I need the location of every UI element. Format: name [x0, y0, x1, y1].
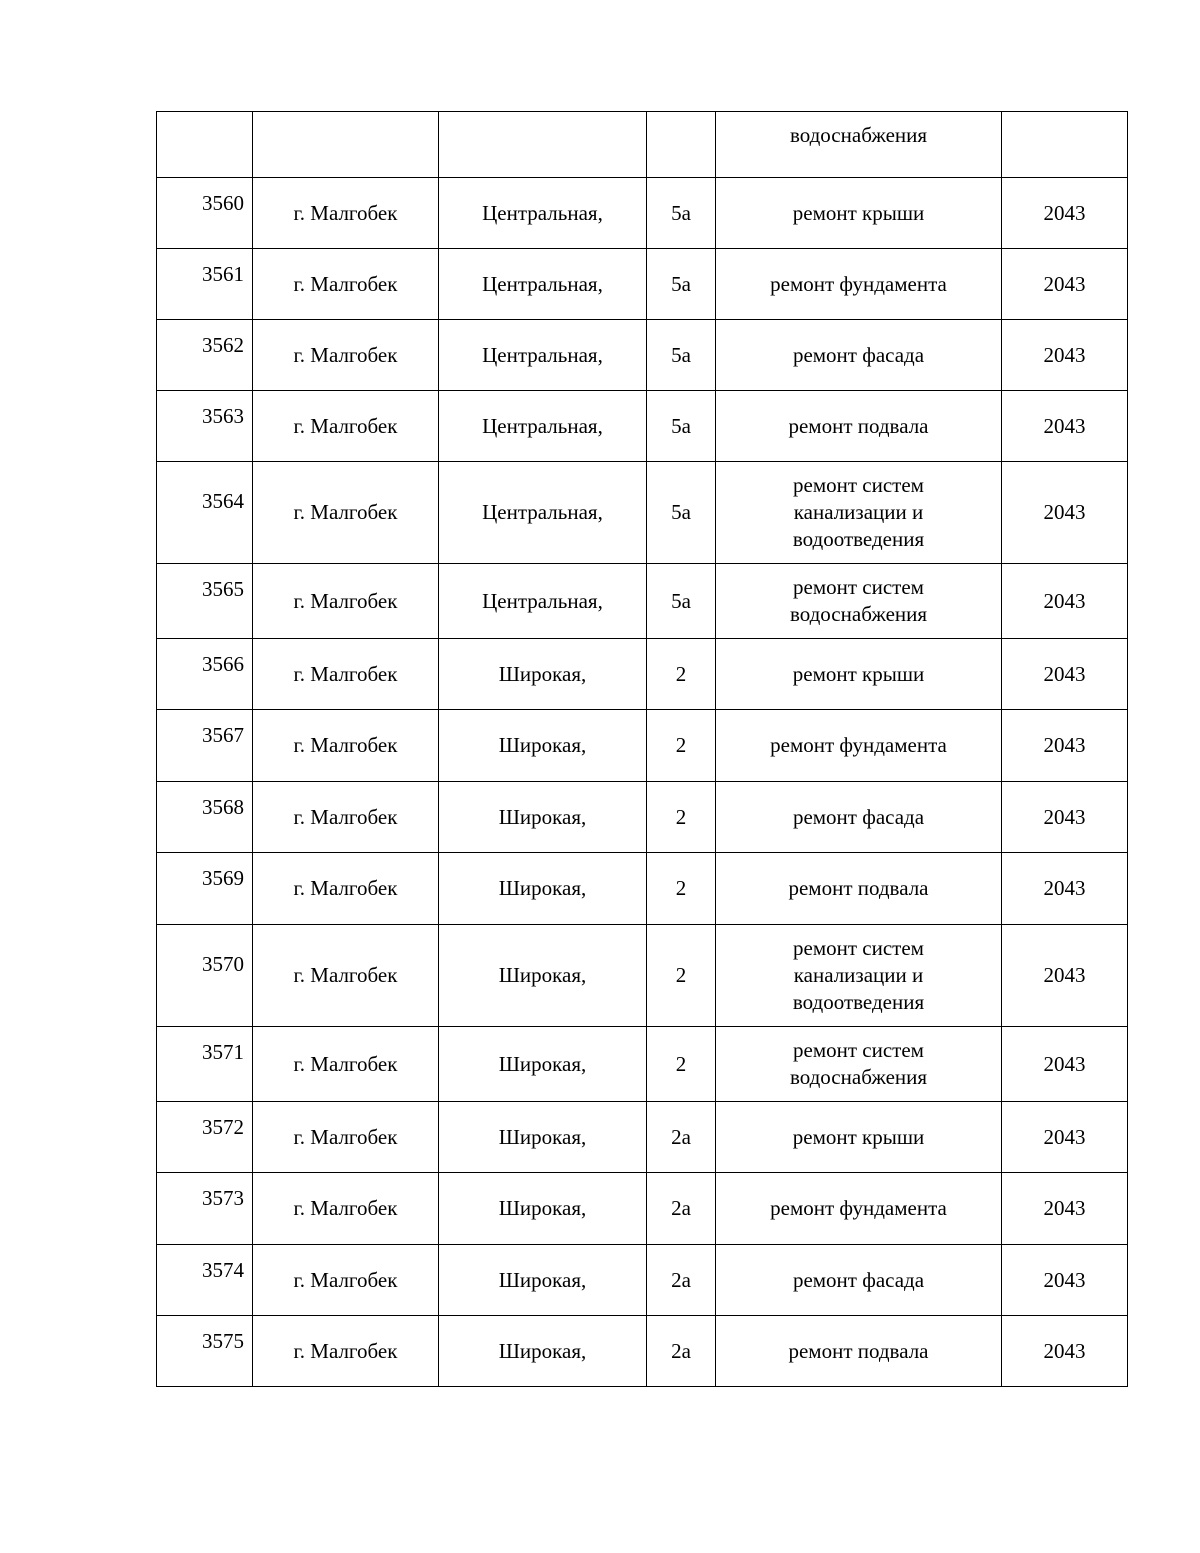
- house-cell: 2: [647, 710, 716, 782]
- year-cell: 2043: [1002, 320, 1128, 391]
- row-number: 3563: [157, 391, 253, 462]
- table-row: [157, 178, 1128, 249]
- street-cell: Широкая,: [439, 925, 647, 1027]
- city-cell: г. Малгобек: [253, 639, 439, 710]
- city-cell: г. Малгобек: [253, 925, 439, 1027]
- work-type-cell: ремонт систем канализации и водоотведения: [716, 462, 1002, 564]
- row-number: 3566: [157, 639, 253, 710]
- street-cell: Широкая,: [439, 710, 647, 782]
- street-cell: Широкая,: [439, 1316, 647, 1387]
- street-cell: Центральная,: [439, 564, 647, 639]
- year-cell: 2043: [1002, 178, 1128, 249]
- house-cell: 5а: [647, 391, 716, 462]
- street-cell: Широкая,: [439, 639, 647, 710]
- year-cell: 2043: [1002, 782, 1128, 853]
- year-cell: 2043: [1002, 853, 1128, 925]
- row-number: 3575: [157, 1316, 253, 1387]
- city-cell: г. Малгобек: [253, 782, 439, 853]
- year-cell: 2043: [1002, 249, 1128, 320]
- row-number: 3568: [157, 782, 253, 853]
- house-cell: [647, 112, 716, 178]
- work-type-cell: ремонт подвала: [716, 1316, 1002, 1387]
- row-number: 3564: [157, 462, 253, 564]
- house-cell: 2а: [647, 1316, 716, 1387]
- row-number: [157, 112, 253, 178]
- year-cell: 2043: [1002, 391, 1128, 462]
- year-cell: 2043: [1002, 639, 1128, 710]
- house-cell: 2: [647, 925, 716, 1027]
- work-type-cell: ремонт систем водоснабжения: [716, 564, 1002, 639]
- house-cell: 2: [647, 782, 716, 853]
- city-cell: г. Малгобек: [253, 1102, 439, 1173]
- house-cell: 2а: [647, 1102, 716, 1173]
- city-cell: г. Малгобек: [253, 1027, 439, 1102]
- street-cell: Центральная,: [439, 178, 647, 249]
- city-cell: г. Малгобек: [253, 853, 439, 925]
- house-cell: 2: [647, 853, 716, 925]
- work-type-cell: ремонт фундамента: [716, 710, 1002, 782]
- house-cell: 2: [647, 1027, 716, 1102]
- city-cell: г. Малгобек: [253, 320, 439, 391]
- work-type-cell: ремонт крыши: [716, 1102, 1002, 1173]
- house-cell: 5а: [647, 320, 716, 391]
- work-type-cell: ремонт подвала: [716, 391, 1002, 462]
- table-row: [157, 853, 1128, 925]
- row-number: 3569: [157, 853, 253, 925]
- work-type-cell: ремонт подвала: [716, 853, 1002, 925]
- street-cell: Широкая,: [439, 782, 647, 853]
- year-cell: 2043: [1002, 925, 1128, 1027]
- house-cell: 2: [647, 639, 716, 710]
- year-cell: 2043: [1002, 1173, 1128, 1245]
- city-cell: г. Малгобек: [253, 178, 439, 249]
- year-cell: 2043: [1002, 564, 1128, 639]
- table-row: [157, 1245, 1128, 1316]
- city-cell: г. Малгобек: [253, 391, 439, 462]
- street-cell: Центральная,: [439, 391, 647, 462]
- street-cell: Широкая,: [439, 1173, 647, 1245]
- work-type-cell: ремонт фасада: [716, 320, 1002, 391]
- row-number: 3562: [157, 320, 253, 391]
- house-cell: 5а: [647, 249, 716, 320]
- row-number: 3572: [157, 1102, 253, 1173]
- house-cell: 2а: [647, 1173, 716, 1245]
- table-row: [157, 320, 1128, 391]
- year-cell: 2043: [1002, 710, 1128, 782]
- work-type-cell: водоснабжения: [716, 112, 1002, 178]
- table-row: [157, 925, 1128, 1027]
- house-cell: 2а: [647, 1245, 716, 1316]
- table-row: [157, 564, 1128, 639]
- street-cell: Широкая,: [439, 853, 647, 925]
- city-cell: г. Малгобек: [253, 564, 439, 639]
- city-cell: г. Малгобек: [253, 462, 439, 564]
- row-number: 3571: [157, 1027, 253, 1102]
- street-cell: Центральная,: [439, 462, 647, 564]
- work-type-cell: ремонт фундамента: [716, 249, 1002, 320]
- work-type-cell: ремонт фасада: [716, 782, 1002, 853]
- table-row: [157, 391, 1128, 462]
- work-type-cell: ремонт систем канализации и водоотведения: [716, 925, 1002, 1027]
- city-cell: г. Малгобек: [253, 1245, 439, 1316]
- table-row: [157, 710, 1128, 782]
- street-cell: Широкая,: [439, 1102, 647, 1173]
- table-row: [157, 1173, 1128, 1245]
- street-cell: Центральная,: [439, 320, 647, 391]
- year-cell: 2043: [1002, 1102, 1128, 1173]
- street-cell: Центральная,: [439, 249, 647, 320]
- work-type-cell: ремонт фундамента: [716, 1173, 1002, 1245]
- table-row: [157, 1102, 1128, 1173]
- work-type-cell: ремонт фасада: [716, 1245, 1002, 1316]
- year-cell: 2043: [1002, 1027, 1128, 1102]
- table-row: [157, 249, 1128, 320]
- city-cell: г. Малгобек: [253, 1316, 439, 1387]
- table-row: [157, 782, 1128, 853]
- city-cell: г. Малгобек: [253, 710, 439, 782]
- street-cell: Широкая,: [439, 1027, 647, 1102]
- year-cell: [1002, 112, 1128, 178]
- work-type-cell: ремонт крыши: [716, 178, 1002, 249]
- year-cell: 2043: [1002, 1316, 1128, 1387]
- city-cell: г. Малгобек: [253, 249, 439, 320]
- table-row: [157, 1316, 1128, 1387]
- table-row: [157, 112, 1128, 178]
- work-type-cell: ремонт крыши: [716, 639, 1002, 710]
- year-cell: 2043: [1002, 1245, 1128, 1316]
- city-cell: г. Малгобек: [253, 1173, 439, 1245]
- street-cell: [439, 112, 647, 178]
- table-row: [157, 639, 1128, 710]
- row-number: 3565: [157, 564, 253, 639]
- table-row: [157, 1027, 1128, 1102]
- row-number: 3570: [157, 925, 253, 1027]
- row-number: 3561: [157, 249, 253, 320]
- house-cell: 5а: [647, 462, 716, 564]
- work-type-cell: ремонт систем водоснабжения: [716, 1027, 1002, 1102]
- house-cell: 5а: [647, 178, 716, 249]
- year-cell: 2043: [1002, 462, 1128, 564]
- row-number: 3567: [157, 710, 253, 782]
- house-cell: 5а: [647, 564, 716, 639]
- street-cell: Широкая,: [439, 1245, 647, 1316]
- row-number: 3574: [157, 1245, 253, 1316]
- city-cell: [253, 112, 439, 178]
- row-number: 3560: [157, 178, 253, 249]
- table-row: [157, 462, 1128, 564]
- works-table: [156, 111, 1128, 1387]
- row-number: 3573: [157, 1173, 253, 1245]
